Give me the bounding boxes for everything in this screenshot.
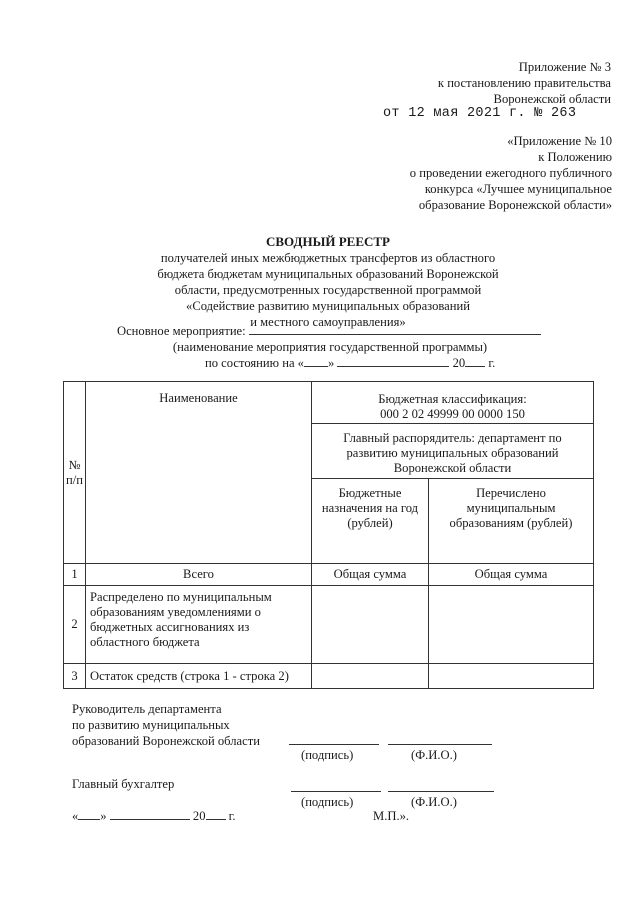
chief-accountant-label: Главный бухгалтер xyxy=(72,777,175,791)
main-event-label: Основное мероприятие: xyxy=(117,324,246,338)
appendix-region: Воронежской области xyxy=(493,92,611,106)
budget-classification-header: Бюджетная классификация: 000 2 02 49999 00 0000 150 xyxy=(312,382,594,424)
status-prefix: по состоянию на « xyxy=(205,356,304,370)
status-year: 20 xyxy=(452,356,466,370)
title-line: и местного самоуправления» xyxy=(250,315,406,329)
row-transferred-cell: Общая сумма xyxy=(429,564,594,586)
col-number-header xyxy=(64,382,86,564)
quoted-appendix-block xyxy=(410,133,612,213)
status-year-blank[interactable] xyxy=(465,355,485,367)
sign-date-suffix: г. xyxy=(228,809,236,823)
main-event-row xyxy=(117,323,541,339)
sign-day-blank[interactable] xyxy=(78,808,100,820)
accountant-signature-line[interactable] xyxy=(291,791,381,792)
accountant-fio-caption: (Ф.И.О.) xyxy=(411,795,457,809)
row-number: 3 xyxy=(64,664,86,689)
title-line: бюджета бюджетам муниципальных образований Воронежской xyxy=(157,267,499,281)
title-line: области, предусмотренных государственной программой xyxy=(174,283,482,297)
status-month-blank[interactable] xyxy=(337,355,449,367)
appendix-block xyxy=(438,59,611,107)
head-title-line: образований Воронежской области xyxy=(72,734,260,748)
main-event-hint: (наименование мероприятия государственной программы) xyxy=(172,340,488,354)
row-assigned-cell[interactable] xyxy=(312,586,429,664)
row-assigned-cell[interactable] xyxy=(312,664,429,689)
sign-month-blank[interactable] xyxy=(110,808,190,820)
appendix-date-stamp: от 12 мая 2021 г. № 263 xyxy=(383,106,577,121)
row-number: 2 xyxy=(64,586,86,664)
row-number: 1 xyxy=(64,564,86,586)
col-transferred-header: Перечислено муниципальным образованиям (рублей) xyxy=(429,479,594,564)
quoted-appendix-line: конкурса «Лучшее муниципальное xyxy=(424,182,612,196)
row-name: Всего xyxy=(86,564,312,586)
appendix-number: Приложение № 3 xyxy=(518,60,611,74)
row-transferred-cell[interactable] xyxy=(429,664,594,689)
quoted-appendix-line: образование Воронежской области» xyxy=(418,198,612,212)
title-line: «Содействие развитию муниципальных образований xyxy=(186,299,470,313)
head-fio-line[interactable] xyxy=(388,744,492,745)
quoted-appendix-line: о проведении ежегодного публичного xyxy=(409,166,612,180)
row-name: Остаток средств (строка 1 - строка 2) xyxy=(86,664,312,689)
sign-date-open: « xyxy=(72,809,79,823)
col-name-label: Наименование xyxy=(159,391,238,405)
sign-date-close: » xyxy=(100,809,107,823)
main-manager-header: Главный распорядитель: департамент по развитию муниципальных образований Воронежской области xyxy=(312,424,594,479)
status-suffix: г. xyxy=(488,356,496,370)
sign-year: 20 xyxy=(192,809,206,823)
head-fio-caption: (Ф.И.О.) xyxy=(411,748,457,762)
head-title-line: по развитию муниципальных xyxy=(72,718,230,732)
accountant-fio-line[interactable] xyxy=(388,791,494,792)
status-date-row xyxy=(205,355,495,371)
head-title-line: Руководитель департамента xyxy=(72,702,222,716)
stamp-label: М.П.». xyxy=(373,809,410,823)
appendix-decree: к постановлению правительства xyxy=(437,76,611,90)
row-assigned-cell: Общая сумма xyxy=(312,564,429,586)
accountant-signature-caption: (подпись) xyxy=(301,795,354,809)
row-name: Распределено по муниципальным образованиям уведомлениями о бюджетных ассигнованиях из областного бюджета xyxy=(86,586,312,664)
status-day-blank[interactable] xyxy=(304,355,328,367)
register-table xyxy=(63,381,594,689)
row-transferred-cell[interactable] xyxy=(429,586,594,664)
main-event-blank[interactable] xyxy=(249,323,541,335)
sign-year-blank[interactable] xyxy=(206,808,226,820)
head-of-department-block xyxy=(72,701,260,749)
title-line: получателей иных межбюджетных трансфертов из областного xyxy=(160,251,496,265)
col-name-header xyxy=(86,382,312,564)
col-number-label: № п/п xyxy=(66,457,83,487)
title-block xyxy=(128,234,528,330)
quoted-appendix-line: к Положению xyxy=(538,150,612,164)
status-mid: » xyxy=(327,356,335,370)
head-signature-line[interactable] xyxy=(289,744,379,745)
sign-date-row xyxy=(72,808,236,824)
head-signature-caption: (подпись) xyxy=(301,748,354,762)
quoted-appendix-number: «Приложение № 10 xyxy=(507,134,612,148)
col-assigned-header: Бюджетные назначения на год (рублей) xyxy=(312,479,429,564)
page-title: СВОДНЫЙ РЕЕСТР xyxy=(266,234,390,249)
